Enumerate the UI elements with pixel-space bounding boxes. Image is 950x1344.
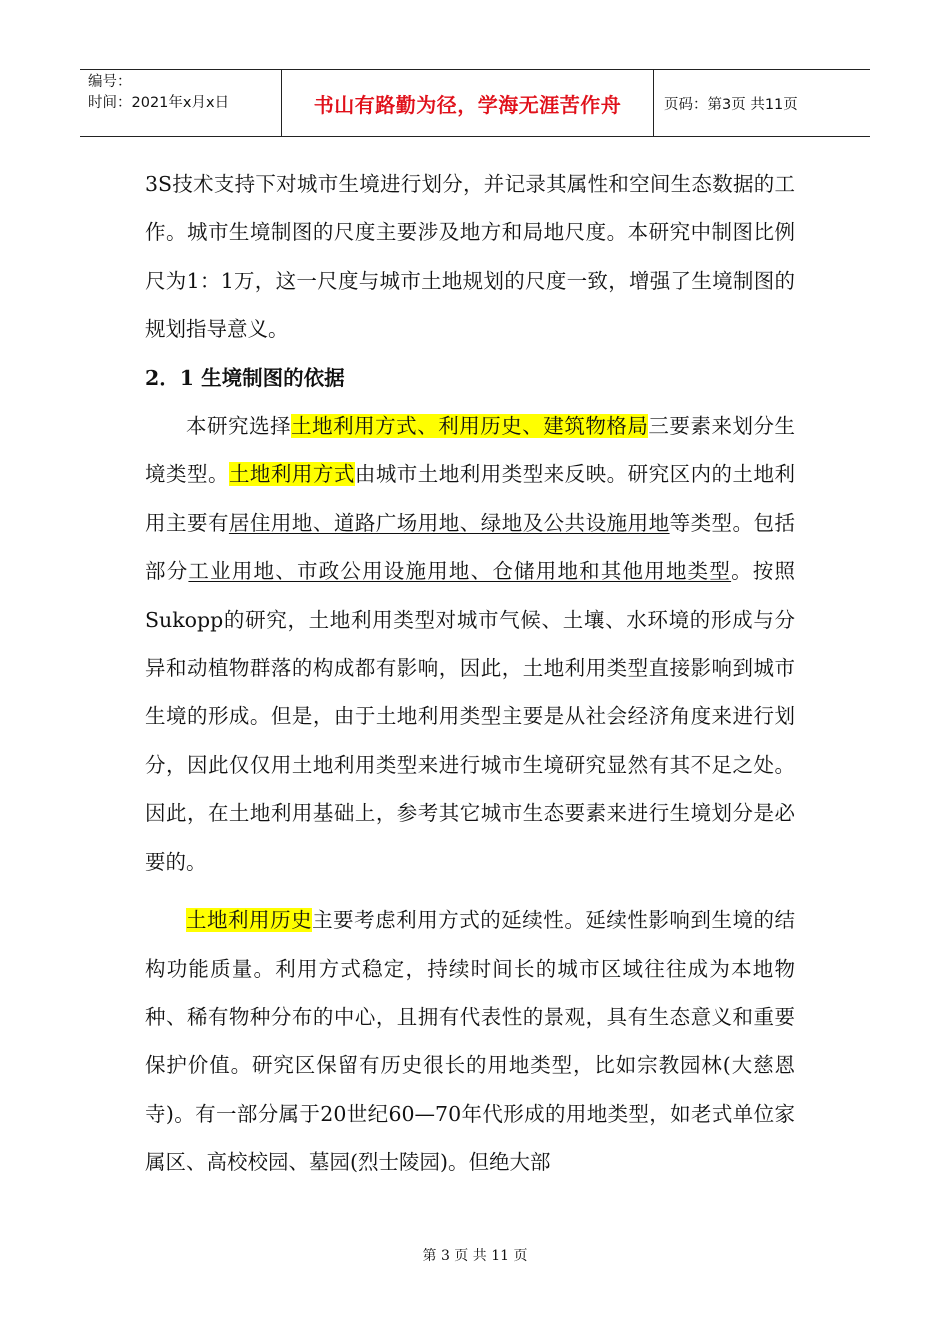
highlighted-text: 土地利用历史 <box>186 908 313 933</box>
text-span: 由城市土地利用类型来反映。研究区内的土地利用主要有 <box>145 462 796 535</box>
text-span: 主要考虑利用方式的延续性。延续性影响到生境的结构功能质量。利用方式稳定，持续时间长的城市区域往往成为本地物种、稀有物种分布的中心，且拥有代表性的景观，具有生态意义和重要保护价值。研究区保留有历史很长的用地类型，比如宗教园林(大慈恩寺)。有一部分属于20世纪60—70年代形成的用地类型，如老式单位家属区、高校校园、墓园(烈士陵园)。但绝大部 <box>145 908 796 1175</box>
header-motto-cell <box>282 70 654 136</box>
text-span: 。按照Sukopp的研究，土地利用类型对城市气候、土壤、水环境的形成与分异和动植物群落的构成都有影响，因此，土地利用类型直接影响到城市生境的形成。但是，由于土地利用类型主要是从社会经济角度来进行划分，因此仅仅用土地利用类型来进行城市生境研究显然有其不足之处。因此，在土地利用基础上，参考其它城市生态要素来进行生境划分是必要的。 <box>145 559 796 874</box>
paragraph-3 <box>145 896 795 1186</box>
header-motto: 书山有路勤为径，学海无涯苦作舟 <box>313 92 622 117</box>
text-span: 等类型。包括部分 <box>145 510 796 584</box>
page-footer: 第 3 页 共 11 页 <box>422 1248 528 1264</box>
time-label: 时间：2021年x月x日 <box>88 95 230 111</box>
document-body <box>145 160 795 1187</box>
underlined-text: 工业用地、市政公用设施用地、仓储用地和其他用地类型 <box>188 559 732 584</box>
header-page-info: 页码：第3页 共11页 <box>664 96 798 113</box>
text-span: 三要素来划分生境类型。 <box>145 414 796 487</box>
text-span: 本研究选择 <box>186 414 292 439</box>
paragraph-gap <box>145 886 795 896</box>
underlined-text: 居住用地、道路广场用地、绿地及公共设施用地 <box>228 510 670 535</box>
highlighted-text: 土地利用方式 <box>228 462 355 487</box>
section-heading: 2．1 生境制图的依据 <box>145 365 345 390</box>
highlighted-text: 土地利用方式、利用历史、建筑物格局 <box>291 414 649 439</box>
page-header <box>80 69 870 137</box>
header-meta <box>80 70 282 136</box>
number-label: 编号： <box>88 74 132 90</box>
paragraph-1: 3S技术支持下对城市生境进行划分，并记录其属性和空间生态数据的工作。城市生境制图的尺度主要涉及地方和局地尺度。本研究中制图比例尺为1：1万，这一尺度与城市土地规划的尺度一致，增强了生境制图的规划指导意义。 <box>145 172 795 342</box>
paragraph-2 <box>145 402 795 886</box>
